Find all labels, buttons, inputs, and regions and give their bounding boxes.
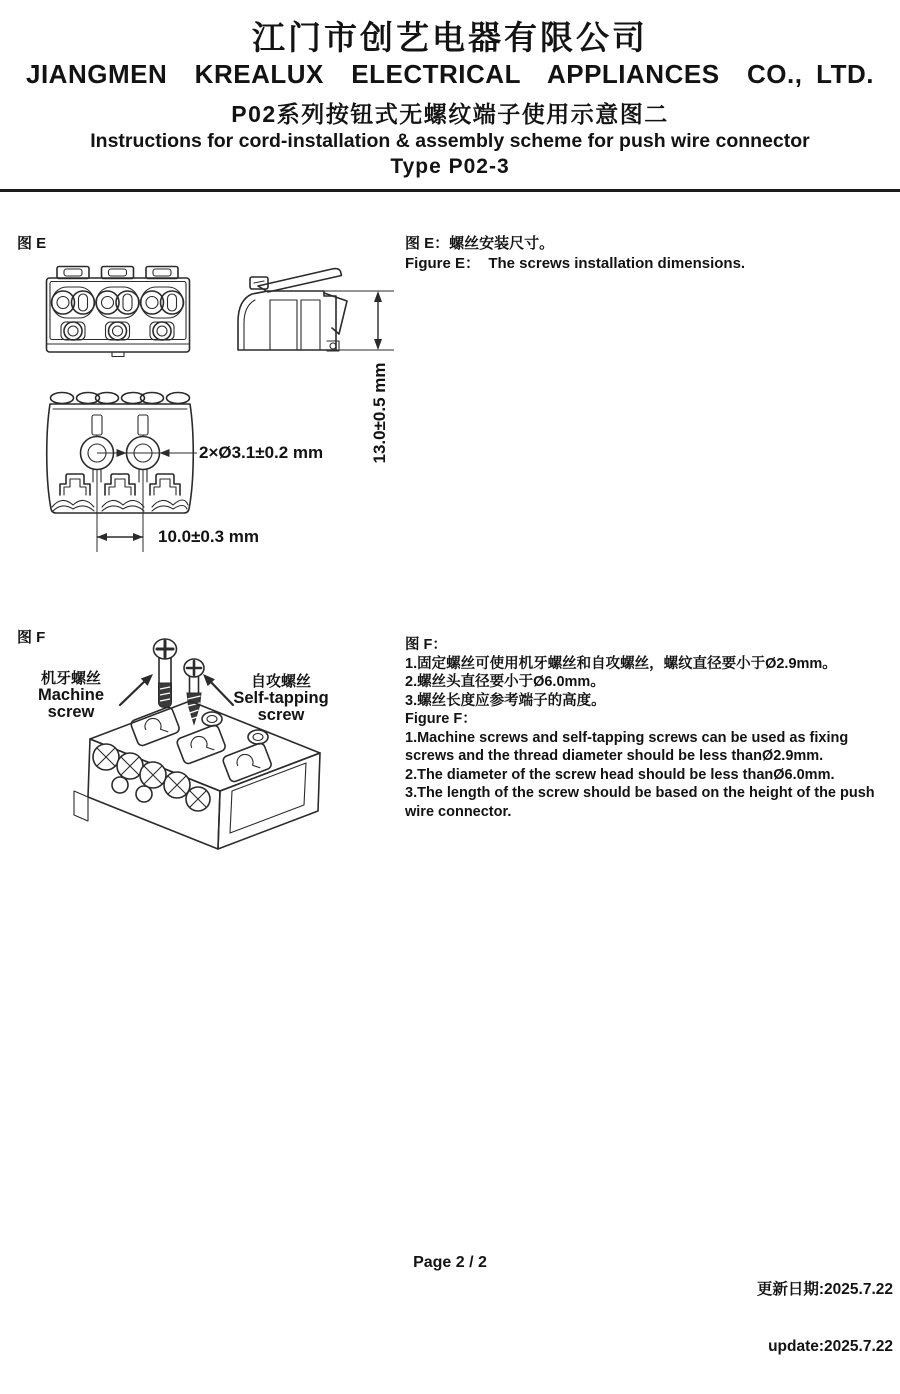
figure-f-notes [405,636,875,821]
figure-f-note-en-3: 3.The length of the screw should be based on the height of the push wire connector. [405,785,875,820]
company-name-en: JIANGMEN KREALUX ELECTRICAL APPLIANCES CO., LTD. [25,59,874,89]
figure-f-note-cn-2: 2.螺丝头直径要小于Ø6.0mm。 [405,674,605,690]
dim-holes-label: 2×Ø3.1±0.2 mm [199,443,324,462]
dim-height-label: 13.0±0.5 mm [370,362,389,464]
machine-screw-label [14,670,128,721]
update-date-cn: 更新日期:2025.7.22 [756,1281,893,1298]
figure-f-note-cn-title: 图 F： [405,637,447,653]
connector-front-view-drawing [45,265,191,361]
update-date [757,1242,893,1394]
self-tapping-screw-label [208,673,354,724]
figure-f-note-en-1: 1.Machine screws and self-tapping screws can be used as fixing screws and the thread diameter should be less thanØ2.9mm. [405,729,849,764]
figure-e-caption-en: Figure E： The screws installation dimensions. [405,255,746,272]
dim-pitch-label: 10.0±0.3 mm [158,527,260,546]
self-tapping-screw-label-en: Self-tapping screw [233,689,329,724]
figure-f-label: 图 F [17,629,46,646]
update-date-en: update:2025.7.22 [768,1338,893,1355]
company-name-cn: 江门市创艺电器有限公司 [252,19,648,56]
machine-screw-label-cn: 机牙螺丝 [40,670,101,687]
figure-e-caption-cn: 图 E：螺丝安装尺寸。 [405,235,555,252]
figure-f-note-cn-3: 3.螺丝长度应参考端子的高度。 [405,692,606,709]
page-number: Page 2 / 2 [413,1254,487,1271]
figure-f-note-cn-1: 1.固定螺丝可使用机牙螺丝和自攻螺丝，螺纹直径要小于Ø2.9mm。 [405,655,837,672]
doc-subtitle-cn: P02系列按钮式无螺纹端子使用示意图二 [231,101,669,127]
connector-side-view-drawing [228,262,398,362]
figure-f-note-en-title: Figure F： [405,711,477,727]
machine-screw-label-en: Machine screw [37,686,105,721]
figure-e-label: 图 E [17,235,47,252]
self-tapping-screw-label-cn: 自攻螺丝 [250,673,311,690]
type-label: Type P02-3 [390,155,510,178]
doc-subtitle-en: Instructions for cord-installation & assembly scheme for push wire connector [90,130,810,152]
header-divider [0,189,900,192]
screw-assembly-drawing [60,633,370,853]
figure-f-note-en-2: 2.The diameter of the screw head should be less thanØ6.0mm. [405,766,835,783]
